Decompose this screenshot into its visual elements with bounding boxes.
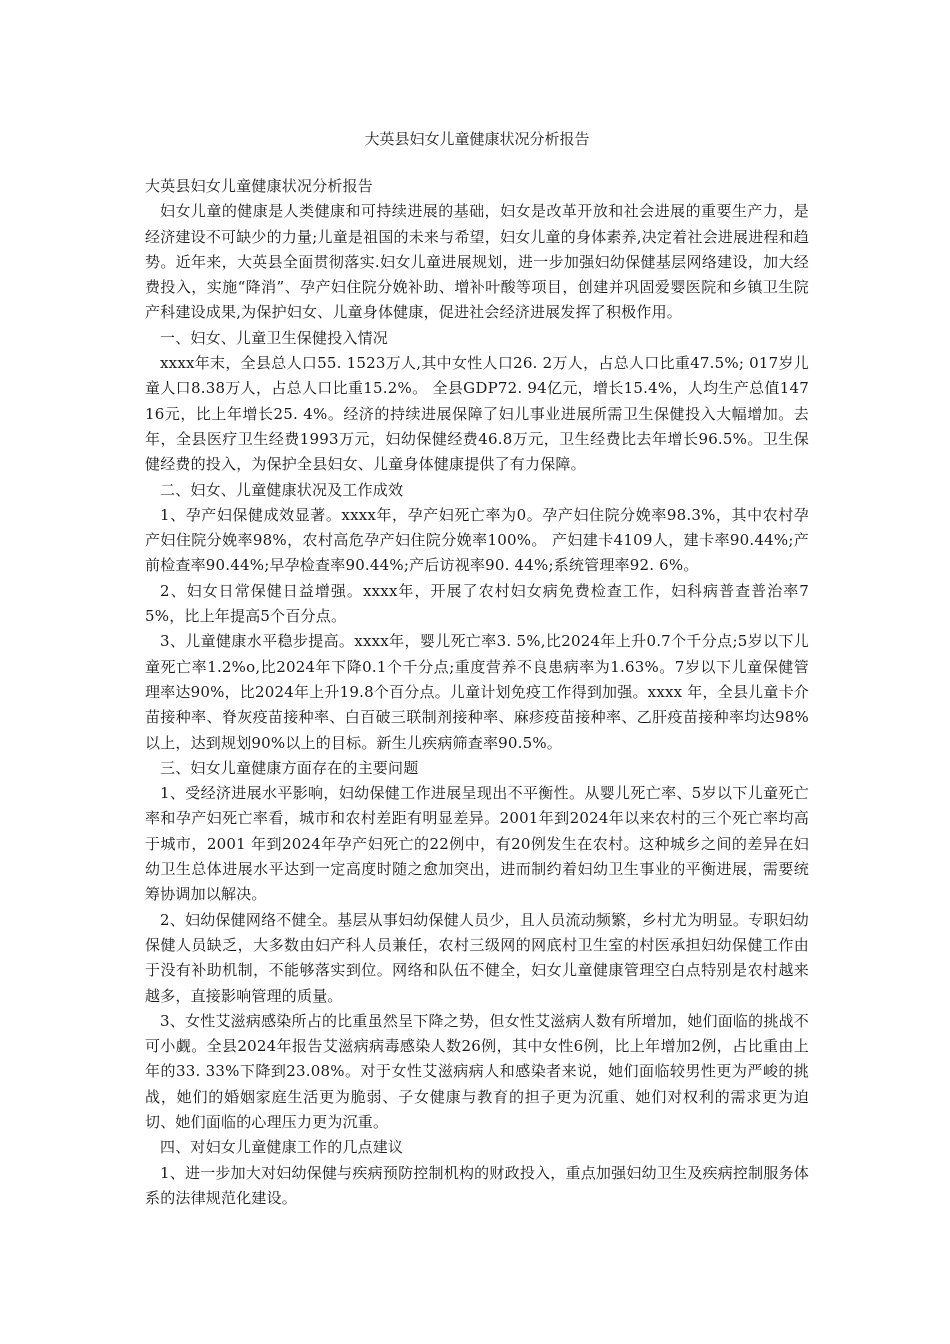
section-heading-4: 四、对妇女儿童健康工作的几点建议 [160,1138,404,1157]
section-1-paragraph: xxxx年末，全县总人口55. 1523万人,其中女性人口26. 2万人，占总人口比重47.5%; 017岁儿童人口8.38万人，占总人口比重15.2%。 全县GDP72. 94亿元，增长15.4%，人均生产总值14716元，比上年增长25. 4%。经济的持续进展保障了妇儿事业进展所需卫生保健投入大幅增加。去年，全县医疗卫生经费1993万元，妇幼保健经费46.8万元，卫生经费比去年增长96.5%。卫生保健经费的投入，为保护全县妇女、儿童身体健康提供了有力保障。 [145,354,809,474]
section-heading-3: 三、妇女儿童健康方面存在的主要问题 [160,758,419,777]
section-3-item-2: 2、妇幼保健网络不健全。基层从事妇幼保健人员少，且人员流动频繁，乡村尤为明显。专职妇幼保健人员缺乏，大多数由妇产科人员兼任，农村三级网的网底村卫生室的村医承担妇幼保健工作由于没有补助机制，不能够落实到位。网络和队伍不健全，妇女儿童健康管理空白点特别是农村越来越多，直接影响管理的质量。 [145,910,809,1005]
section-2-item-3: 3、儿童健康水平稳步提高。xxxx年，婴儿死亡率3. 5%,比2024年上升0.7个千分点;5岁以下儿童死亡率1.2%o,比2024年下降0.1个千分点;重度营养不良患病率为1.63%。7岁以下儿童保健管理率达90%，比2024年上升19.8个百分点。儿童计划免疫工作得到加强。xxxx 年，全县儿童卡介苗接种率、脊灰疫苗接种率、白百破三联制剂接种率、麻疹疫苗接种率、乙肝疫苗接种率均达98%以上，达到规划90%以上的目标。新生儿疾病筛查率90.5%。 [145,632,809,752]
section-3-item-3: 3、女性艾滋病感染所占的比重虽然呈下降之势，但女性艾滋病人数有所增加，她们面临的挑战不可小觑。全县2024年报告艾滋病病毒感染人数26例，其中女性6例，比上年增加2例，占比重由上年的33. 33%下降到23.08%。对于女性艾滋病病人和感染者来说，她们面临较男性更为严峻的挑战，她们的婚姻家庭生活更为脆弱、子女健康与教育的担子更为沉重、她们对权利的需求更为迫切、她们面临的心理压力更为沉重。 [145,1011,809,1131]
section-heading-1: 一、妇女、儿童卫生保健投入情况 [160,328,389,347]
document-body [145,174,809,1211]
section-2-item-2: 2、妇女日常保健日益增强。xxxx年，开展了农村妇女病免费检查工作，妇科病普查普治率75%，比上年提高5个百分点。 [145,581,809,626]
section-heading-2: 二、妇女、儿童健康状况及工作成效 [160,480,404,499]
body-paragraph-title: 大英县妇女儿童健康状况分析报告 [145,177,374,195]
section-2-item-1: 1、孕产妇保健成效显著。xxxx年，孕产妇死亡率为0。孕产妇住院分娩率98.3%，其中农村孕产妇住院分娩率98%，农村高危孕产妇住院分娩率100%。 产妇建卡4109人，建卡率90.44%;产前检查率90.44%;早孕检查率90.44%;产后访视率90. 44%;系统管理率92. 6%。 [145,505,809,575]
document-page [145,0,809,1211]
intro-paragraph: 妇女儿童的健康是人类健康和可持续进展的基础，妇女是改革开放和社会进展的重要生产力，是经济建设不可缺少的力量;儿童是祖国的未来与希望，妇女儿童的身体素养,决定着社会进展进程和趋势。近年来，大英县全面贯彻落实.妇女儿童进展规划，进一步加强妇幼保健基层网络建设，加大经费投入，实施“降消”、孕产妇住院分娩补助、增补叶酸等项目，创建并巩固爱婴医院和乡镇卫生院产科建设成果,为保护妇女、儿童身体健康，促进社会经济进展发挥了积极作用。 [145,202,809,322]
section-3-item-1: 1、受经济进展水平影响，妇幼保健工作进展呈现出不平衡性。从婴儿死亡率、5岁以下儿童死亡率和孕产妇死亡率看，城市和农村差距有明显差异。2001年到2024年以来农村的三个死亡率均高于城市，2001 年到2024年孕产妇死亡的22例中，有20例发生在农村。这种城乡之间的差异在妇幼卫生总体进展水平达到一定高度时随之愈加突出，进而制约着妇幼卫生事业的平衡进展，需要统筹协调加以解决。 [145,784,809,904]
section-4-item-1: 1、进一步加大对妇幼保健与疾病预防控制机构的财政投入，重点加强妇幼卫生及疾病控制服务体系的法律规范化建设。 [145,1163,809,1207]
document-title: 大英县妇女儿童健康状况分析报告 [364,130,590,148]
